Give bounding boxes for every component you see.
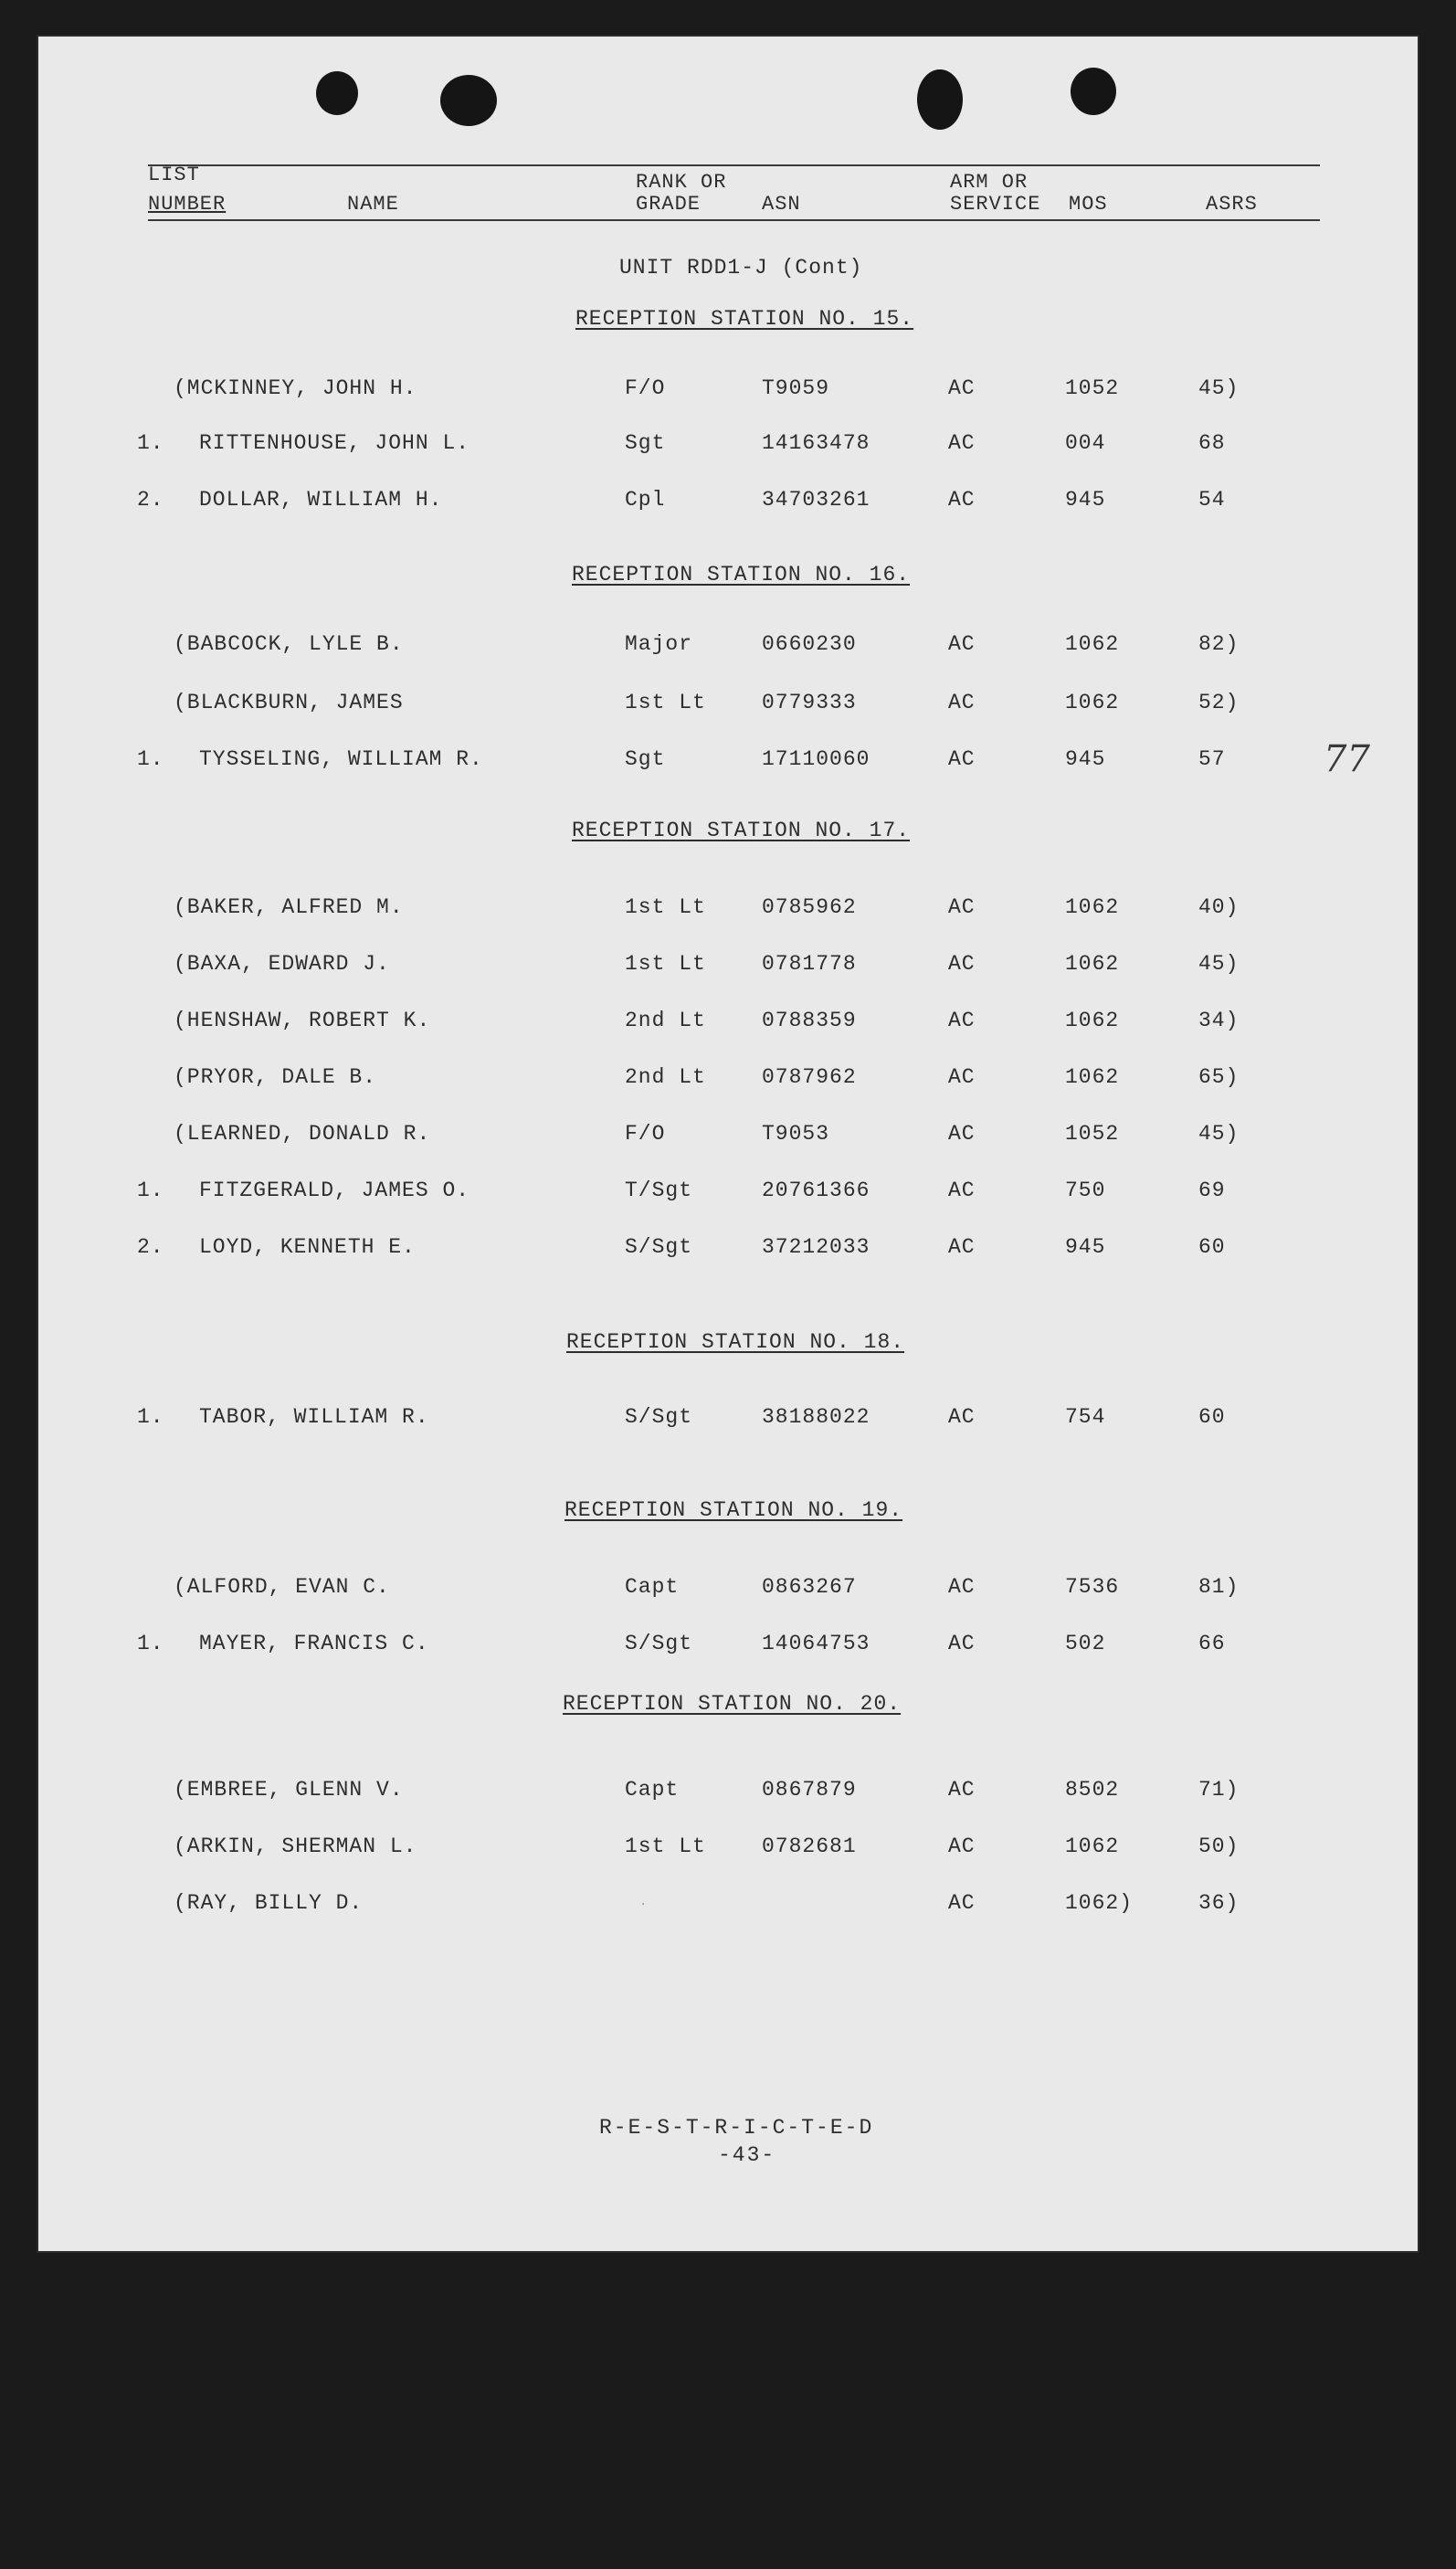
roster-cell-asrs: 54 (1198, 488, 1226, 512)
roster-cell-rank: 2nd Lt (625, 1065, 706, 1089)
roster-cell-asn: 14163478 (762, 431, 870, 455)
roster-cell-name: (RAY, BILLY D. (174, 1891, 364, 1915)
roster-cell-mos: 1062 (1065, 1009, 1120, 1032)
roster-cell-name: TYSSELING, WILLIAM R. (199, 747, 483, 771)
roster-cell-arm: AC (948, 1834, 976, 1858)
header-top-rule (148, 164, 1320, 166)
roster-cell-asrs: 50) (1198, 1834, 1240, 1858)
roster-cell-asn: T9059 (762, 376, 830, 400)
roster-cell-mos: 8502 (1065, 1778, 1120, 1802)
roster-cell-asrs: 40) (1198, 895, 1240, 919)
roster-cell-rank: Major (625, 632, 693, 656)
roster-cell-arm: AC (948, 431, 976, 455)
roster-cell-asn: 20761366 (762, 1179, 870, 1202)
document-page (38, 37, 1418, 2251)
roster-cell-asn: 0781778 (762, 952, 857, 976)
header-mos: MOS (1069, 193, 1108, 216)
roster-cell-rank: 1st Lt (625, 1834, 706, 1858)
roster-cell-rank: F/O (625, 376, 666, 400)
roster-cell-mos: 754 (1065, 1405, 1106, 1429)
page-number: -43- (718, 2143, 776, 2167)
roster-cell-asn: 0867879 (762, 1778, 857, 1802)
roster-cell-name: (HENSHAW, ROBERT K. (174, 1009, 431, 1032)
roster-cell-name: (BAXA, EDWARD J. (174, 952, 390, 976)
roster-cell-num: 1. (137, 431, 164, 455)
roster-cell-asrs: 60 (1198, 1235, 1226, 1259)
punch-hole (316, 71, 358, 115)
roster-cell-rank: 1st Lt (625, 895, 706, 919)
roster-cell-mos: 1062 (1065, 895, 1120, 919)
roster-cell-asrs: 36) (1198, 1891, 1240, 1915)
roster-cell-arm: AC (948, 1235, 976, 1259)
roster-cell-mos: 1062 (1065, 952, 1120, 976)
roster-cell-name: (BLACKBURN, JAMES (174, 691, 404, 714)
roster-cell-asrs: 82) (1198, 632, 1240, 656)
roster-cell-mos: 004 (1065, 431, 1106, 455)
roster-cell-mos: 1062 (1065, 632, 1120, 656)
roster-cell-rank: 1st Lt (625, 691, 706, 714)
roster-cell-num: 2. (137, 488, 164, 512)
roster-cell-rank: S/Sgt (625, 1235, 693, 1259)
header-grade: GRADE (636, 193, 702, 216)
roster-cell-asrs: 45) (1198, 376, 1240, 400)
header-asrs: ASRS (1206, 193, 1258, 216)
roster-cell-rank: Capt (625, 1778, 680, 1802)
roster-cell-arm: AC (948, 747, 976, 771)
roster-cell-asrs: 71) (1198, 1778, 1240, 1802)
header-asn: ASN (762, 193, 801, 216)
roster-cell-name: LOYD, KENNETH E. (199, 1235, 416, 1259)
roster-cell-asn: 0785962 (762, 895, 857, 919)
roster-cell-arm: AC (948, 376, 976, 400)
roster-cell-name: (LEARNED, DONALD R. (174, 1122, 431, 1146)
roster-cell-arm: AC (948, 1891, 976, 1915)
roster-cell-rank: S/Sgt (625, 1632, 693, 1655)
roster-cell-rank: Capt (625, 1575, 680, 1599)
roster-cell-rank: Sgt (625, 747, 666, 771)
roster-cell-name: (PRYOR, DALE B. (174, 1065, 377, 1089)
station-heading: RECEPTION STATION NO. 16. (572, 563, 911, 587)
roster-cell-mos: 945 (1065, 747, 1106, 771)
roster-cell-asrs: 34) (1198, 1009, 1240, 1032)
roster-cell-asn: 0863267 (762, 1575, 857, 1599)
roster-cell-asrs: 52) (1198, 691, 1240, 714)
roster-cell-asn: 0787962 (762, 1065, 857, 1089)
roster-cell-arm: AC (948, 1122, 976, 1146)
station-heading: RECEPTION STATION NO. 18. (566, 1330, 905, 1354)
roster-cell-mos: 1052 (1065, 1122, 1120, 1146)
header-rank: RANK OR (636, 171, 727, 194)
roster-cell-arm: AC (948, 1778, 976, 1802)
header-service: SERVICE (950, 193, 1041, 216)
roster-cell-asn: 14064753 (762, 1632, 870, 1655)
margin-handwritten-note: 77 (1324, 738, 1370, 780)
roster-cell-mos: 502 (1065, 1632, 1106, 1655)
roster-cell-asn: 38188022 (762, 1405, 870, 1429)
roster-cell-num: 1. (137, 747, 164, 771)
roster-cell-asn: 0788359 (762, 1009, 857, 1032)
roster-cell-rank: 2nd Lt (625, 1009, 706, 1032)
roster-cell-num: 1. (137, 1179, 164, 1202)
roster-cell-mos: 7536 (1065, 1575, 1120, 1599)
roster-cell-asrs: 45) (1198, 952, 1240, 976)
roster-cell-name: (ARKIN, SHERMAN L. (174, 1834, 417, 1858)
roster-cell-name: (EMBREE, GLENN V. (174, 1778, 404, 1802)
roster-cell-arm: AC (948, 1065, 976, 1089)
roster-cell-asrs: 68 (1198, 431, 1226, 455)
roster-cell-arm: AC (948, 895, 976, 919)
station-heading: RECEPTION STATION NO. 19. (564, 1498, 903, 1522)
roster-cell-arm: AC (948, 1179, 976, 1202)
roster-cell-arm: AC (948, 952, 976, 976)
roster-cell-rank: F/O (625, 1122, 666, 1146)
roster-cell-name: (BAKER, ALFRED M. (174, 895, 404, 919)
roster-cell-mos: 1052 (1065, 376, 1120, 400)
roster-cell-mos: 1062 (1065, 1065, 1120, 1089)
header-arm: ARM OR (950, 171, 1029, 194)
roster-cell-asn: T9053 (762, 1122, 830, 1146)
roster-cell-asrs: 45) (1198, 1122, 1240, 1146)
roster-cell-mos: 945 (1065, 1235, 1106, 1259)
roster-cell-arm: AC (948, 1405, 976, 1429)
station-heading: RECEPTION STATION NO. 15. (575, 307, 914, 331)
roster-cell-asn: 0782681 (762, 1834, 857, 1858)
roster-cell-arm: AC (948, 632, 976, 656)
roster-cell-name: FITZGERALD, JAMES O. (199, 1179, 470, 1202)
roster-cell-arm: AC (948, 1575, 976, 1599)
header-bottom-rule (148, 219, 1320, 221)
roster-cell-mos: 945 (1065, 488, 1106, 512)
faint-mark: · (639, 1898, 649, 1912)
roster-cell-name: (ALFORD, EVAN C. (174, 1575, 390, 1599)
roster-cell-asn: 0779333 (762, 691, 857, 714)
station-heading: RECEPTION STATION NO. 20. (563, 1692, 902, 1716)
roster-cell-asrs: 69 (1198, 1179, 1226, 1202)
roster-cell-name: RITTENHOUSE, JOHN L. (199, 431, 470, 455)
unit-title: UNIT RDD1-J (Cont) (619, 256, 863, 280)
roster-cell-num: 1. (137, 1405, 164, 1429)
station-heading: RECEPTION STATION NO. 17. (572, 819, 911, 842)
roster-cell-rank: T/Sgt (625, 1179, 693, 1202)
header-name: NAME (347, 193, 399, 216)
roster-cell-asn: 34703261 (762, 488, 870, 512)
punch-hole (440, 75, 497, 126)
roster-cell-asn: 0660230 (762, 632, 857, 656)
header-number: NUMBER (148, 193, 227, 216)
roster-cell-name: MAYER, FRANCIS C. (199, 1632, 429, 1655)
roster-cell-rank: S/Sgt (625, 1405, 693, 1429)
roster-cell-mos: 750 (1065, 1179, 1106, 1202)
roster-cell-name: DOLLAR, WILLIAM H. (199, 488, 443, 512)
punch-hole (1071, 68, 1116, 115)
roster-cell-arm: AC (948, 1009, 976, 1032)
roster-cell-num: 2. (137, 1235, 164, 1259)
roster-cell-arm: AC (948, 488, 976, 512)
roster-cell-rank: 1st Lt (625, 952, 706, 976)
roster-cell-mos: 1062 (1065, 691, 1120, 714)
roster-cell-num: 1. (137, 1632, 164, 1655)
roster-cell-rank: Sgt (625, 431, 666, 455)
roster-cell-arm: AC (948, 691, 976, 714)
roster-cell-asrs: 81) (1198, 1575, 1240, 1599)
roster-cell-mos: 1062) (1065, 1891, 1134, 1915)
classification-footer: R-E-S-T-R-I-C-T-E-D (599, 2116, 874, 2140)
punch-hole (917, 69, 963, 130)
roster-cell-asrs: 66 (1198, 1632, 1226, 1655)
roster-cell-name: TABOR, WILLIAM R. (199, 1405, 429, 1429)
roster-cell-name: (MCKINNEY, JOHN H. (174, 376, 417, 400)
roster-cell-asrs: 57 (1198, 747, 1226, 771)
roster-cell-arm: AC (948, 1632, 976, 1655)
roster-cell-mos: 1062 (1065, 1834, 1120, 1858)
roster-cell-asn: 17110060 (762, 747, 870, 771)
roster-cell-asn: 37212033 (762, 1235, 870, 1259)
roster-cell-asrs: 65) (1198, 1065, 1240, 1089)
roster-cell-name: (BABCOCK, LYLE B. (174, 632, 404, 656)
roster-cell-rank: Cpl (625, 488, 666, 512)
roster-cell-asrs: 60 (1198, 1405, 1226, 1429)
header-list: LIST (148, 164, 200, 186)
